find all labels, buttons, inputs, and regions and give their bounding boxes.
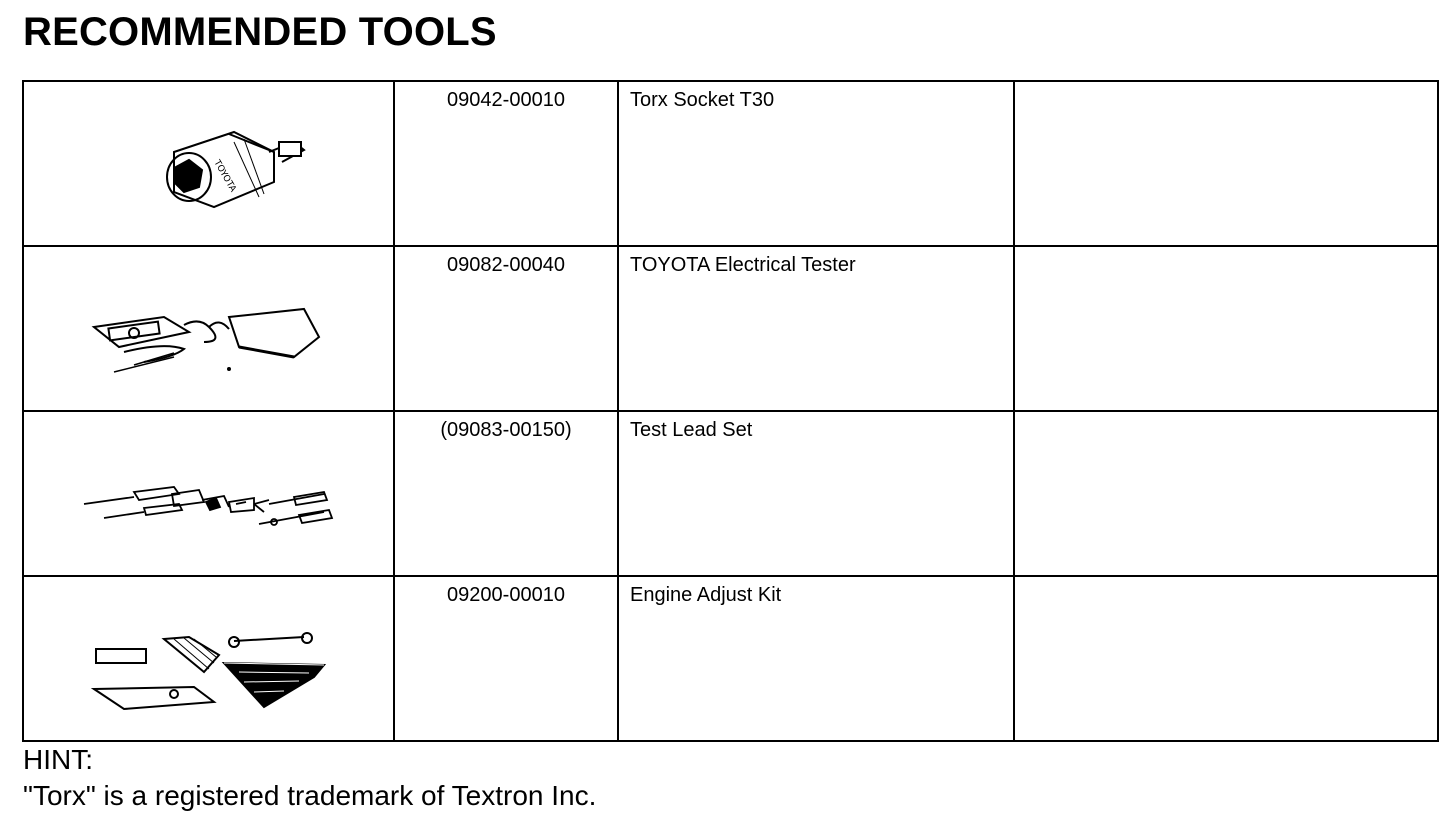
hint-label: HINT: [23, 744, 93, 775]
tool-name: Torx Socket T30 [618, 81, 1014, 246]
tool-name: TOYOTA Electrical Tester [618, 246, 1014, 411]
svg-text:TOYOTA: TOYOTA [211, 158, 238, 194]
page-title: RECOMMENDED TOOLS [23, 10, 497, 54]
test-lead-set-icon [24, 412, 393, 569]
engine-adjust-kit-icon [24, 577, 393, 734]
tool-image-cell [23, 246, 394, 411]
tool-extra [1014, 411, 1438, 576]
tool-image-cell [23, 411, 394, 576]
hint-text: "Torx" is a registered trademark of Textron Inc. [23, 780, 597, 811]
torx-socket-icon [24, 82, 393, 239]
table-row [23, 246, 1438, 411]
tool-image-cell [23, 576, 394, 741]
tool-extra [1014, 246, 1438, 411]
table-row [23, 81, 1438, 246]
tool-extra [1014, 576, 1438, 741]
tools-table [22, 80, 1439, 742]
tool-extra [1014, 81, 1438, 246]
hint-block [23, 742, 596, 814]
table-row [23, 576, 1438, 741]
tool-image-cell [23, 81, 394, 246]
electrical-tester-icon [24, 247, 393, 404]
tool-name: Engine Adjust Kit [618, 576, 1014, 741]
tool-name: Test Lead Set [618, 411, 1014, 576]
part-number: 09082-00040 [394, 246, 618, 411]
table-row [23, 411, 1438, 576]
part-number: 09042-00010 [394, 81, 618, 246]
part-number: (09083-00150) [394, 411, 618, 576]
part-number: 09200-00010 [394, 576, 618, 741]
